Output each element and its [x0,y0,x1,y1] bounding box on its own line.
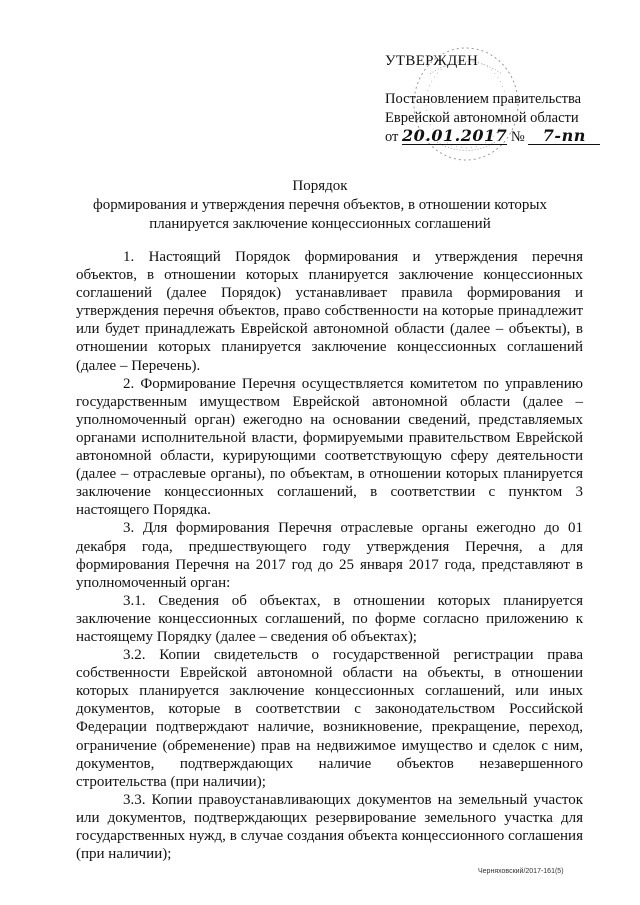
paragraph-2: 2. Формирование Перечня осуществляется комитетом по управлению государственным имуществом Еврейской автономной области (далее – уполномоченный орган) ежегодно на основании сведений, представляемых органами исполнительной власти, формируемыми правительством Еврейской автономной области, курирующими соответствующую сферу деятельности (далее – отраслевые органы), по объектам, в отношении которых планируется заключение концессионных соглашений, в соответствии с пунктом 3 настоящего Порядка. [76,375,583,519]
approval-line-2: Еврейской автономной области [385,110,579,126]
date-prefix: от [385,129,399,145]
paragraph-3: 3. Для формирования Перечня отраслевые органы ежегодно до 01 декабря года, предшествующего году утверждения Перечня, а для формирования Перечня на 2017 год до 25 января 2017 года, представляют в уполномоченный орган: [76,520,583,591]
document-title [60,177,580,234]
paragraph-1: 1. Настоящий Порядок формирования и утверждения перечня объектов, в отношении которых планируется заключение концессионных соглашений (далее Порядок) устанавливает правила формирования и утверждения перечня объектов, право собственности на которые принадлежит или будет принадлежать Еврейской автономной области (далее – объекты), в отношении которых планируется заключение концессионных соглашений (далее – Перечень). [76,249,583,374]
paragraph-3-3: 3.3. Копии правоустанавливающих документов на земельный участок или документов, подтверждающих резервирование земельного участка для государственных нужд, в случае создания объекта концессионного соглашения (при наличии); [76,791,583,863]
footer-reference: Черняховский/2017-161(5) [478,868,564,875]
handwritten-date: 20.01.2017 [402,126,508,145]
approval-block [385,52,615,147]
title-line-1: Порядок [292,178,348,194]
title-line-2: формирования и утверждения перечня объектов, в отношении которых [92,197,547,213]
approval-line-1: Постановлением правительства [385,91,582,107]
title-line-3: планируется заключение концессионных соглашений [149,216,491,232]
document-body [76,248,583,863]
number-prefix: № [510,129,525,145]
paragraph-3-2: 3.2. Копии свидетельств о государственной регистрации права собственности Еврейской автономной области на объекты, в отношении которых планируется заключение концессионных соглашений, или иных документов, которые в соответствии с законодательством Российской Федерации подтверждают наличие, возникновение, прекращение, переход, ограничение (обременение) прав на недвижимое имущество и сделок с ним, документов, подтверждающих наличие объектов незавершенного строительства (при наличии); [76,647,583,790]
approved-heading: УТВЕРЖДЕН [385,53,479,69]
approval-date-line [385,128,615,147]
handwritten-number: 7-пп [528,128,600,145]
paragraph-3-1: 3.1. Сведения об объектах, в отношении которых планируется заключение концессионных соглашений, по форме согласно приложению к настоящему Порядку (далее – сведения об объектах); [76,592,583,645]
